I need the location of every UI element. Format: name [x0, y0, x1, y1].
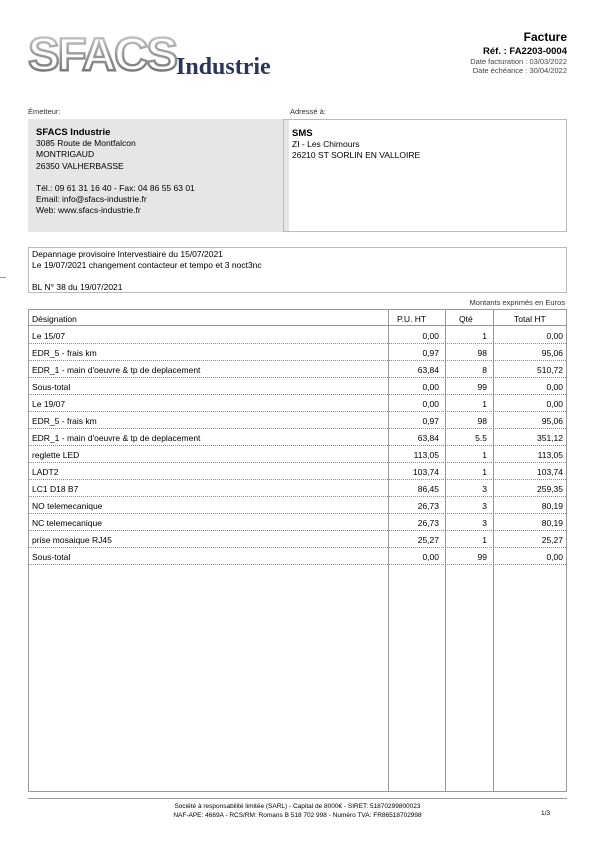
header-total: Total HT: [514, 314, 546, 324]
cell-designation: EDR_1 - main d'oeuvre & tp de deplacement: [32, 433, 201, 443]
cell-unit-price: 63,84: [417, 433, 439, 443]
cell-total: 25,27: [541, 535, 563, 545]
invoice-reference: Réf. : FA2203-0004: [483, 46, 567, 57]
cell-quantity: 3: [482, 484, 487, 494]
issuer-address-line: MONTRIGAUD: [36, 149, 95, 160]
cell-unit-price: 26,73: [417, 518, 439, 528]
table-row: [29, 446, 566, 463]
cell-designation: Le 19/07: [32, 399, 66, 409]
cell-designation: Le 15/07: [32, 331, 66, 341]
invoice-description: [28, 247, 567, 293]
cell-quantity: 1: [482, 331, 487, 341]
cell-quantity: 3: [482, 518, 487, 528]
issuer-phone: Tél.: 09 61 31 16 40 - Fax: 04 86 55 63 01: [36, 182, 195, 193]
table-row: [29, 463, 566, 480]
invoice-title: Facture: [523, 30, 567, 44]
issuer-address-line: 26350 VALHERBASSE: [36, 160, 124, 171]
header-quantity: Qté: [459, 314, 473, 324]
page-number: 1/3: [540, 810, 550, 817]
table-row: [29, 548, 566, 565]
cell-quantity: 99: [477, 552, 487, 562]
cell-total: 95,06: [541, 416, 563, 426]
cell-unit-price: 0,00: [422, 382, 439, 392]
cell-unit-price: 26,73: [417, 501, 439, 511]
description-line: Depannage provisoire Intervestiaire du 15/07/2021: [32, 249, 223, 259]
due-date: Date échéance : 30/04/2022: [472, 66, 567, 75]
company-logo: [28, 32, 288, 82]
cell-total: 95,06: [541, 348, 563, 358]
recipient-box: [283, 119, 567, 232]
issuer-address-line: 3085 Route de Montfalcon: [36, 138, 136, 149]
table-row: [29, 429, 566, 446]
currency-note: Montants exprimés en Euros: [469, 298, 565, 307]
description-line: Le 19/07/2021 changement contacteur et tempo et 3 noct3nc: [32, 260, 262, 271]
cell-designation: LC1 D18 B7: [32, 484, 79, 494]
cell-designation: EDR_5 - frais km: [32, 416, 97, 426]
table-row: [29, 514, 566, 531]
issuer-web: Web: www.sfacs-industrie.fr: [36, 205, 141, 216]
logo-mark: SFACS: [28, 32, 177, 80]
fold-mark: [0, 277, 6, 278]
issuer-box: [28, 119, 289, 232]
issuer-label: Émetteur:: [28, 107, 61, 116]
issuer-email: Email: info@sfacs-industrie.fr: [36, 194, 147, 205]
invoice-header: [470, 30, 567, 75]
cell-unit-price: 0,00: [422, 399, 439, 409]
table-row: [29, 497, 566, 514]
header-unit-price: P.U. HT: [397, 314, 427, 324]
cell-designation: EDR_1 - main d'oeuvre & tp de deplacement: [32, 365, 201, 375]
table-row: [29, 344, 566, 361]
cell-unit-price: 86,45: [417, 484, 439, 494]
issuer-name: SFACS Industrie: [36, 127, 111, 138]
line-items-table: [28, 309, 567, 792]
cell-total: 0,00: [546, 399, 563, 409]
table-row: [29, 531, 566, 548]
cell-designation: LADT2: [32, 467, 59, 477]
cell-unit-price: 0,97: [422, 416, 439, 426]
cell-total: 0,00: [546, 331, 563, 341]
cell-unit-price: 113,05: [413, 450, 439, 460]
cell-unit-price: 103,74: [413, 467, 439, 477]
cell-designation: prise mosaique RJ45: [32, 535, 112, 545]
cell-unit-price: 25,27: [417, 535, 439, 545]
cell-quantity: 98: [477, 416, 487, 426]
cell-unit-price: 0,97: [422, 348, 439, 358]
cell-quantity: 99: [477, 382, 487, 392]
cell-quantity: 5.5: [475, 433, 487, 443]
table-row: [29, 480, 566, 497]
invoice-date: Date facturation : 03/03/2022: [470, 57, 567, 66]
delivery-note-ref: BL N° 38 du 19/07/2021: [32, 282, 123, 293]
table-row: [29, 327, 566, 344]
table-row: [29, 378, 566, 395]
cell-total: 259,35: [537, 484, 563, 494]
cell-quantity: 1: [482, 450, 487, 460]
cell-total: 0,00: [546, 552, 563, 562]
table-row: [29, 412, 566, 429]
cell-total: 103,74: [537, 467, 563, 477]
recipient-address-line: 26210 ST SORLIN EN VALLOIRE: [292, 150, 421, 161]
table-row: [29, 395, 566, 412]
cell-total: 351,12: [537, 433, 563, 443]
cell-designation: NC telemecanique: [32, 518, 102, 528]
cell-designation: Sous-total: [32, 552, 71, 562]
cell-total: 80,19: [541, 501, 563, 511]
cell-quantity: 98: [477, 348, 487, 358]
cell-total: 0,00: [546, 382, 563, 392]
cell-total: 113,05: [537, 450, 563, 460]
cell-total: 510,72: [537, 365, 563, 375]
logo-word: Industrie: [176, 54, 271, 80]
cell-unit-price: 63,84: [417, 365, 439, 375]
cell-quantity: 3: [482, 501, 487, 511]
cell-designation: reglette LED: [32, 450, 80, 460]
logo-graphic: [28, 32, 288, 82]
cell-quantity: 8: [482, 365, 487, 375]
cell-designation: Sous-total: [32, 382, 71, 392]
cell-quantity: 1: [482, 399, 487, 409]
cell-designation: NO telemecanique: [32, 501, 103, 511]
cell-total: 80,19: [541, 518, 563, 528]
recipient-label: Adressé à:: [290, 107, 326, 116]
table-header: [29, 310, 566, 326]
cell-unit-price: 0,00: [422, 331, 439, 341]
legal-footer: [28, 798, 567, 820]
recipient-address-line: ZI - Les Chimours: [292, 139, 360, 150]
cell-quantity: 1: [482, 535, 487, 545]
header-designation: Désignation: [32, 314, 77, 324]
footer-line: Société à responsabilité limitée (SARL) - Capital de 8000€ - SIRET: 51870299800023: [174, 803, 421, 810]
footer-line: NAF-APE: 4669A - RCS/RM: Romans B 518 702 998 - Numéro TVA: FR86518702998: [173, 812, 422, 819]
cell-designation: EDR_5 - frais km: [32, 348, 97, 358]
cell-quantity: 1: [482, 467, 487, 477]
table-row: [29, 361, 566, 378]
cell-unit-price: 0,00: [422, 552, 439, 562]
recipient-name: SMS: [292, 128, 313, 139]
